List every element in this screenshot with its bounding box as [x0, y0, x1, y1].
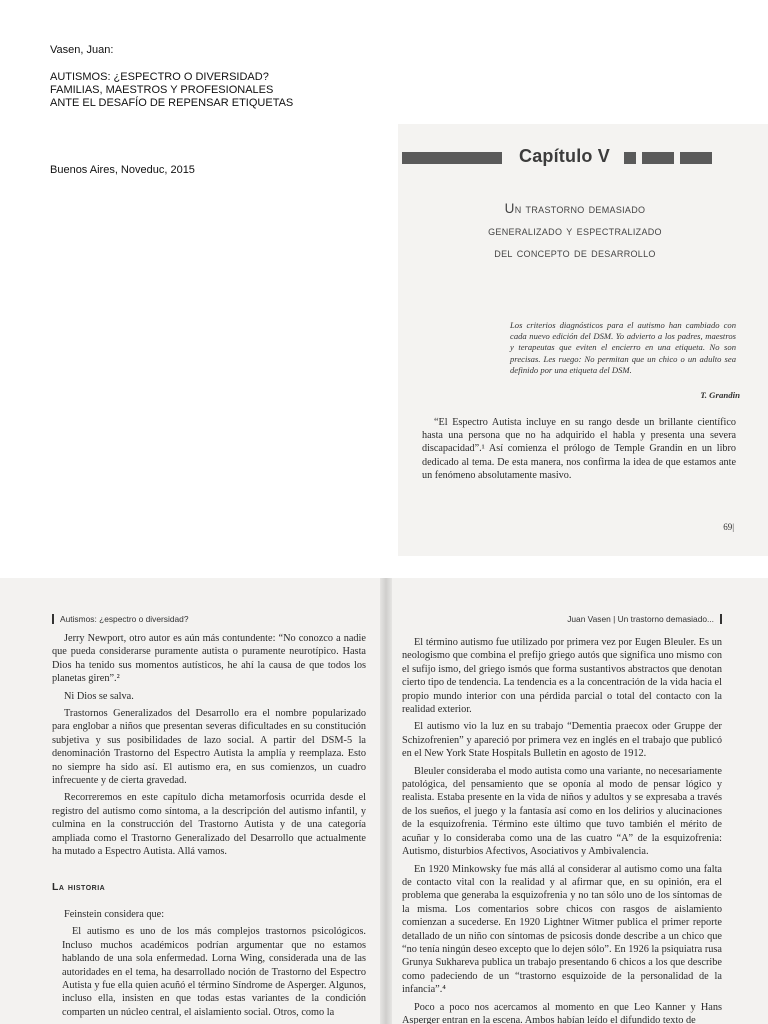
body-paragraph: Recorreremos en este capítulo dicha metamorfosis ocurrida desde el registro del autismo como síntoma, a la descripción del autismo infantil, y culmina en la construcción del Trastorno Autista y de una categoría ampliada como el Trastorno Generalizado del Desarrollo que actualmente ha mutado a Espectro Autista. Allá vamos.	[52, 792, 366, 858]
page-number: 69|	[723, 522, 734, 532]
chapter-heading	[402, 146, 742, 170]
book-title-line: ANTE EL DESAFÍO DE REPENSAR ETIQUETAS	[50, 97, 294, 109]
body-paragraph: Bleuler consideraba el modo autista como una variante, no necesariamente patológica, del pensamiento que se oponía al modo de pensar lógico y realista. Estaba presente en la vida de niños y adultos y se expresaba a través de los sueños, el juego y la fantasía así como en los delirios y alucinaciones de la esquizofrenia. Término este último que tuvo también el mérito de acuñar y lo consideraba como una de las cuatro “A” de la esquizofrenia: Autismo, disturbios Afectivos, Asociativos y Ambivalencia.	[402, 765, 722, 858]
decorative-bar	[680, 152, 712, 164]
body-paragraph: Ni Dios se salva.	[64, 690, 134, 702]
chapter-title-line: Un trastorno demasiado	[504, 201, 646, 216]
book-spread-scan	[0, 578, 768, 1024]
book-publisher: Buenos Aires, Noveduc, 2015	[50, 164, 195, 176]
chapter-title	[398, 198, 752, 264]
decorative-bar	[642, 152, 674, 164]
body-paragraph: Poco a poco nos acercamos al momento en que Leo Kanner y Hans Asperger entran en la escena. Ambos habían leído el difundido texto de	[402, 1001, 722, 1024]
running-head-left: Autismos: ¿espectro o diversidad?	[52, 614, 188, 624]
citation-block	[50, 44, 370, 176]
running-head-right: Juan Vasen | Un trastorno demasiado...	[567, 614, 722, 624]
epigraph-author: T. Grandin	[700, 390, 740, 400]
book-gutter	[380, 578, 392, 1024]
body-paragraph: Trastornos Generalizados del Desarrollo era el nombre popularizado para englobar a niños que presentan severas dificultades en su constitución subjetiva y sus posibilidades de lazo social. A partir del DSM-5 la denominación Trastorno del Espectro Autista la amplía y reemplaza. Esto no siempre ha sido así. El autismo era, en sus comienzos, un cuadro infrecuente y de cierta gravedad.	[52, 708, 366, 787]
body-paragraph: Feinstein considera que:	[64, 908, 165, 920]
block-quote: El autismo es uno de los más complejos trastornos psicológicos. Incluso muchos académicos podrían argumentar que no estamos hablando de una sola enfermedad. Lorna Wing, considerada una de las autoridades en el tema, ha desarrollado noción de Trastorno del Espectro Autista y fue ella quien acuñó el término Síndrome de Asperger. Algunos, incluso ella, insisten en que todas estas variantes de la condición comparten un núcleo central, el aislamiento social. Otros, como la	[62, 926, 366, 1018]
body-paragraph: En 1920 Minkowsky fue más allá al considerar al autismo como una falta de contacto vital con la realidad y al afirmar que, en su opinión, era el problema que generaba la esquizofrenia y no tan sólo uno de los síntomas de la misma. Los comentarios sobre chicos con rasgos de aislamiento comienzan a sucederse. En 1920 Lightner Witmer publica el primer reporte detallado de un niño con síntomas de psicosis donde describe a un chico que “no tenía ningún deseo excepto que lo dejen sólo”. En 1926 la psiquiatra rusa Grunya Sukhareva publica un trabajo presentando 6 chicos a los que describe como padeciendo de un “trastorno esquizoide de la personalidad de la infancia”.⁴	[402, 863, 722, 996]
book-title-line: AUTISMOS: ¿ESPECTRO O DIVERSIDAD?	[50, 71, 269, 83]
body-paragraph: El término autismo fue utilizado por primera vez por Eugen Bleuler. Es un neologismo que combina el prefijo griego autós que significa uno mismo con el sufijo ismo, del griego ismós que forma sustantivos abstractos que denotan cierto tipo de tendencia. La tendencia es a la concentración de la vida hacia el propio mundo interior con una pérdida parcial o total del contacto con la realidad exterior.	[402, 637, 722, 716]
decorative-bar	[402, 152, 502, 164]
book-author: Vasen, Juan:	[50, 44, 114, 56]
chapter-label: Capítulo V	[519, 146, 610, 166]
chapter-opening-page-scan	[398, 124, 768, 556]
opening-paragraph: “El Espectro Autista incluye en su rango desde un brillante científico hasta una persona que no ha adquirido el habla y presenta una severa discapacidad”.¹ Así comienza el prólogo de Temple Grandin en un libro dedicado al tema. De esta manera, nos confirma la idea de que estamos ante un fenómeno absolutamente masivo.	[422, 417, 736, 481]
body-paragraph: El autismo vio la luz en su trabajo “Dementia praecox oder Gruppe der Schizofrenien” y apareció por primera vez en inglés en el trabajo que publicó en el New York State Hospitals Bulletin en agosto de 1912.	[402, 721, 722, 760]
decorative-bar	[624, 152, 636, 164]
epigraph: Los criterios diagnósticos para el autismo han cambiado con cada nuevo edición del DSM. Yo advierto a los padres, maestros y terapeutas que eviten el encierro en una etiqueta. No son precisas. Les ruego: No permitan que un chico o un adulto sea definido por una etiqueta del DSM.	[510, 320, 736, 375]
chapter-title-line: del concepto de desarrollo	[494, 245, 656, 260]
chapter-title-line: generalizado y espectralizado	[488, 223, 662, 238]
section-heading: La historia	[52, 880, 106, 893]
book-title-line: FAMILIAS, MAESTROS Y PROFESIONALES	[50, 84, 274, 96]
body-paragraph: Jerry Newport, otro autor es aún más contundente: “No conozco a nadie que pueda considerarse puramente autista o puramente neurotípico. Hasta Dios ha tenido sus momentos autísticos, he ahí la causa de que todos los planetas giren”.²	[52, 633, 366, 685]
